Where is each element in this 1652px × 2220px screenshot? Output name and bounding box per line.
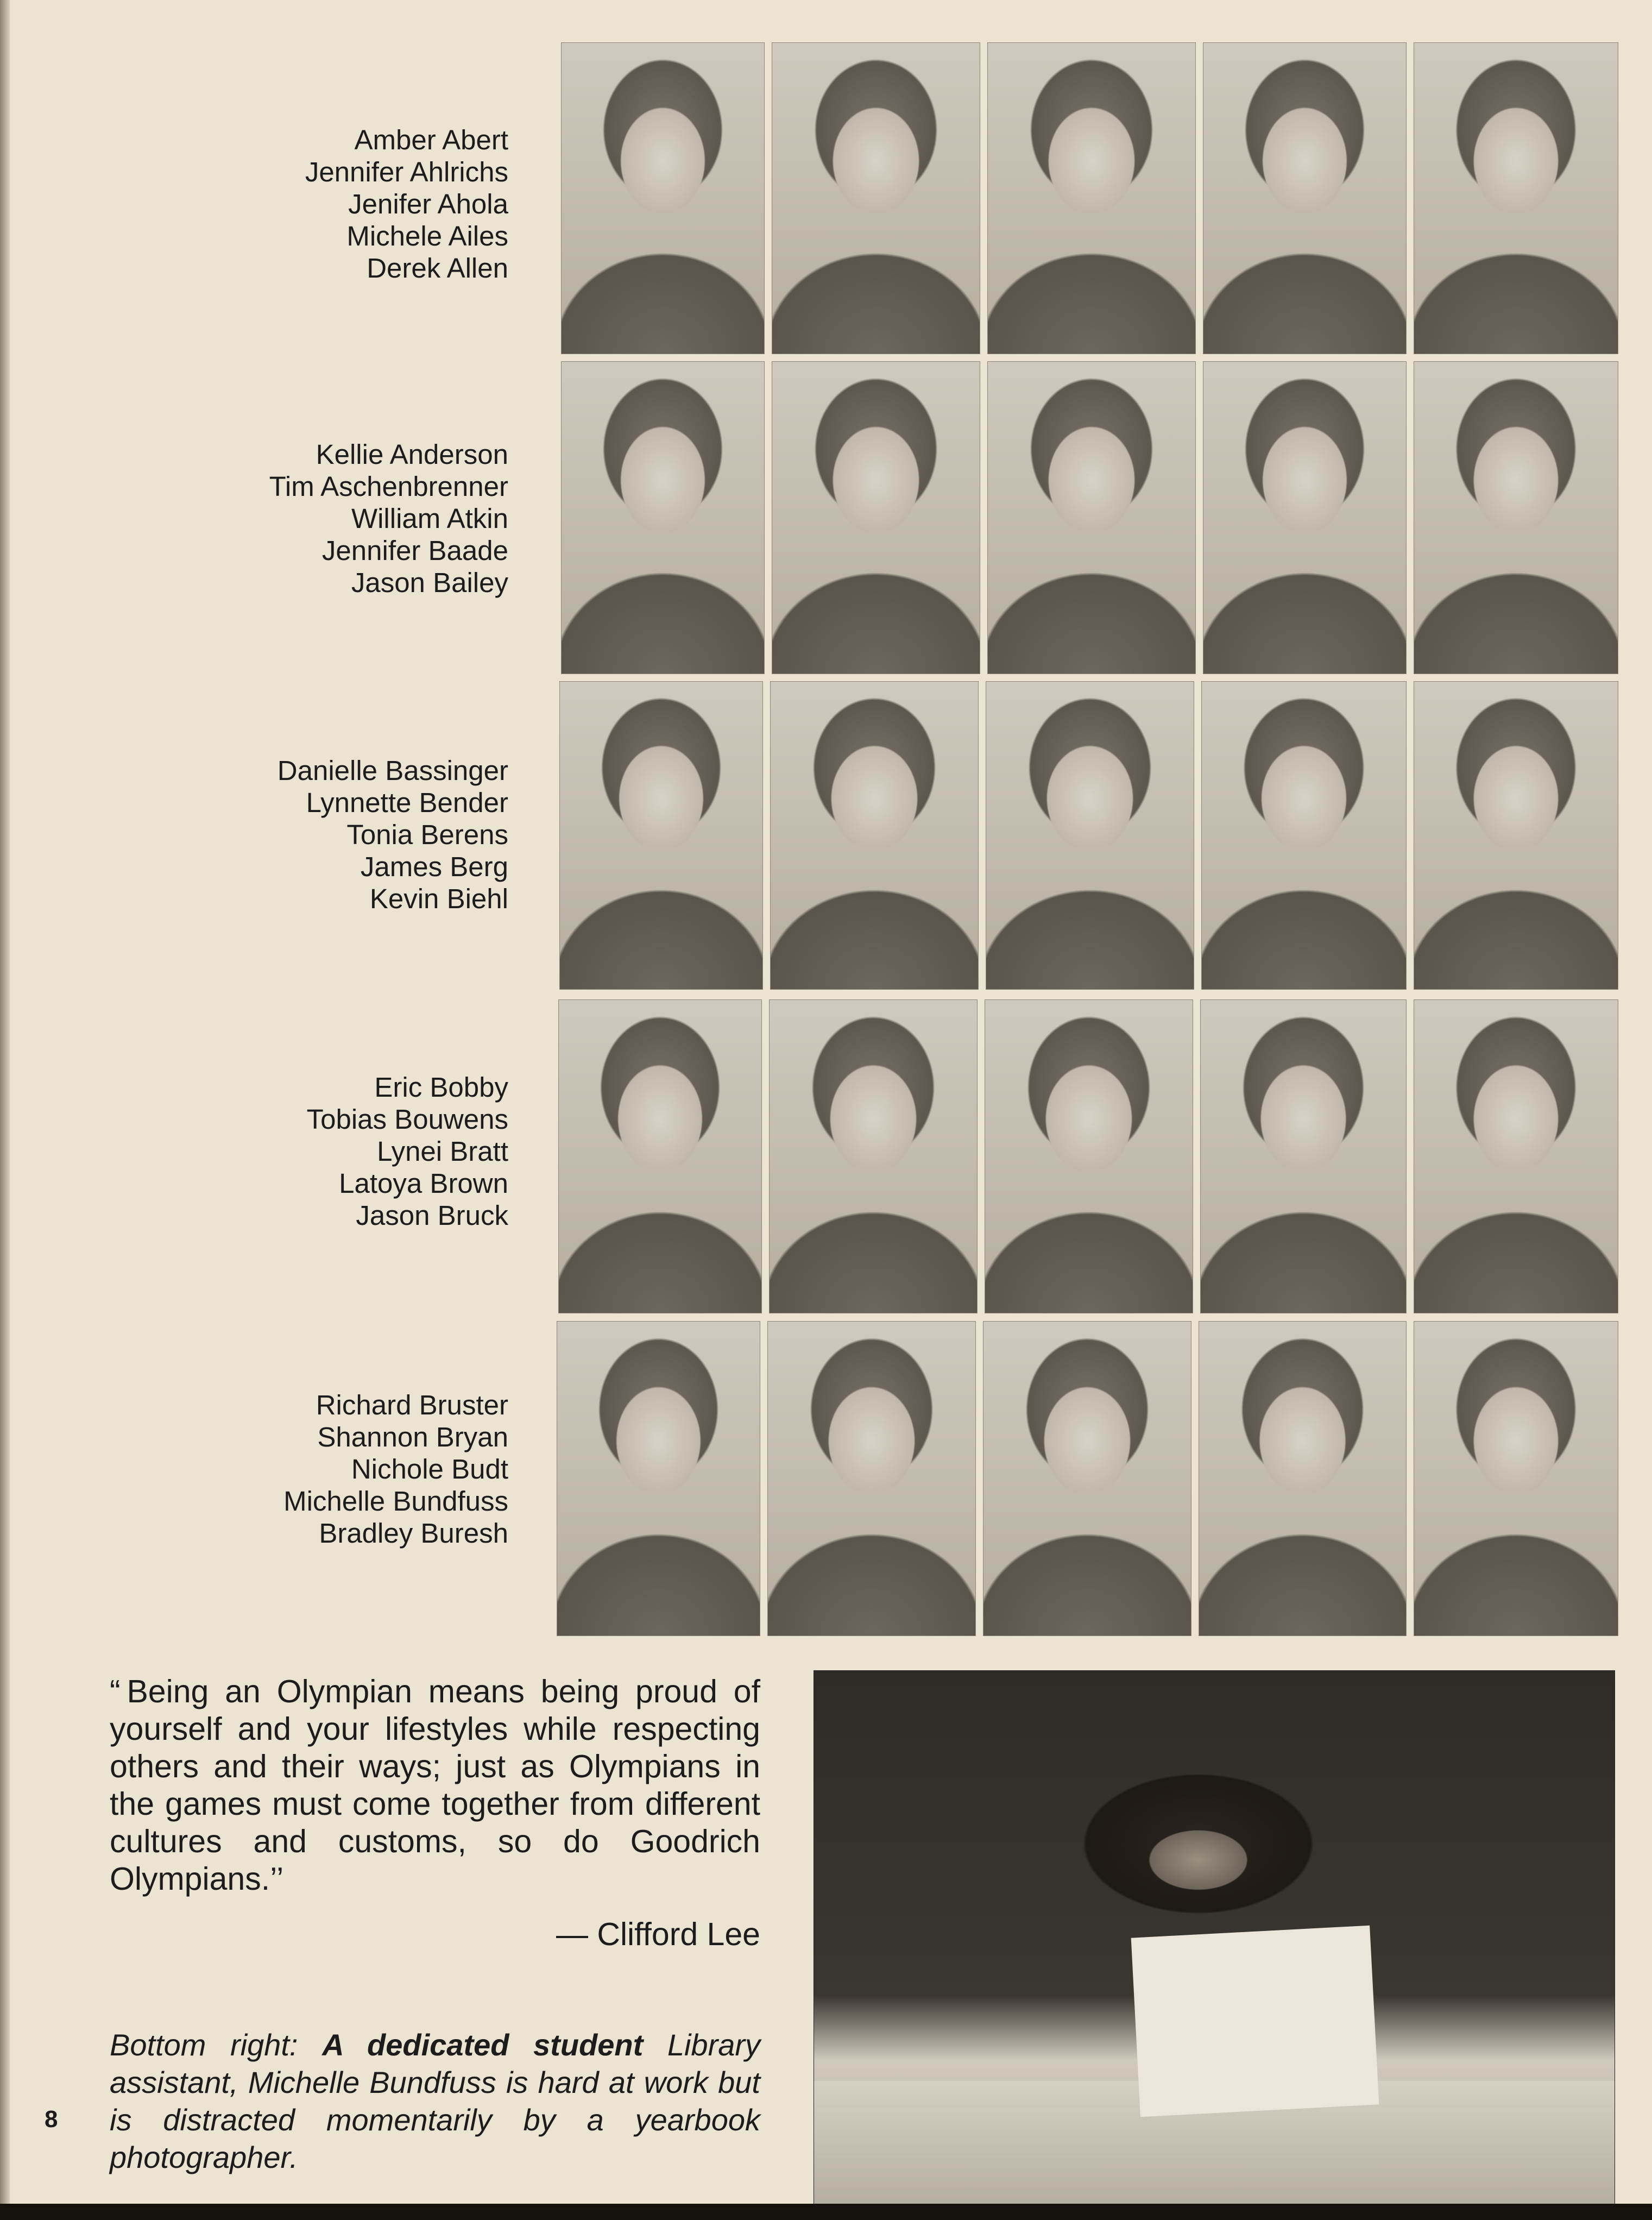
student-portrait xyxy=(1414,999,1618,1313)
student-portrait xyxy=(987,42,1196,354)
student-portrait xyxy=(1201,681,1407,990)
student-name: Amber Abert xyxy=(354,124,508,155)
photo-paper xyxy=(1131,1926,1379,2117)
student-name: Danielle Bassinger xyxy=(277,755,508,786)
name-list-row-2 xyxy=(128,438,508,599)
student-name: Jason Bruck xyxy=(356,1200,508,1231)
student-portrait xyxy=(985,999,1193,1313)
student-name: Michele Ailes xyxy=(346,221,508,251)
student-portrait xyxy=(1414,1321,1618,1636)
name-list-row-3 xyxy=(128,754,508,915)
student-name: Shannon Bryan xyxy=(317,1422,508,1452)
photo-caption xyxy=(110,2026,760,2176)
name-list-row-1 xyxy=(128,124,508,284)
student-portrait xyxy=(772,42,980,354)
student-name: Lynei Bratt xyxy=(377,1136,508,1167)
student-name: Nichole Budt xyxy=(351,1454,508,1485)
student-portrait xyxy=(561,42,765,354)
student-name: James Berg xyxy=(360,851,508,882)
student-name: Lynnette Bender xyxy=(306,787,508,818)
student-name: Tim Aschenbrenner xyxy=(269,471,508,502)
student-name: Latoya Brown xyxy=(339,1168,508,1199)
student-portrait xyxy=(987,361,1196,674)
student-name: Michelle Bundfuss xyxy=(283,1486,508,1517)
student-portrait xyxy=(558,999,762,1313)
quote-attribution: — Clifford Lee xyxy=(556,1916,760,1952)
student-name: Tobias Bouwens xyxy=(306,1104,508,1135)
page-edge xyxy=(0,0,10,2220)
student-name: Jennifer Ahlrichs xyxy=(305,156,508,187)
student-portrait xyxy=(559,681,763,990)
student-name: Bradley Buresh xyxy=(319,1518,508,1549)
student-portrait xyxy=(983,1321,1191,1636)
student-portrait xyxy=(1199,1321,1407,1636)
student-portrait xyxy=(1203,361,1407,674)
student-name: Jenifer Ahola xyxy=(348,188,508,219)
student-name: Jennifer Baade xyxy=(321,535,508,566)
student-name: Eric Bobby xyxy=(374,1072,508,1103)
student-name: Kevin Biehl xyxy=(369,883,508,914)
student-portrait xyxy=(1414,361,1618,674)
page-number: 8 xyxy=(45,2106,58,2133)
name-list-row-4 xyxy=(128,1071,508,1231)
student-portrait xyxy=(772,361,980,674)
student-portrait xyxy=(1414,681,1618,990)
student-portrait xyxy=(561,361,765,674)
student-name: Kellie Anderson xyxy=(316,439,508,470)
student-name: Jason Bailey xyxy=(351,567,508,598)
student-portrait xyxy=(986,681,1194,990)
student-name: William Atkin xyxy=(351,503,508,534)
quote-text: “ Being an Olympian means being proud of yourself and your lifestyles while respecting others and their ways; just as Olympians in the games must come together from different cultures and customs, so do Goodrich Olympians.’’ xyxy=(110,1674,760,1897)
student-portrait xyxy=(770,681,979,990)
library-assistant-photo xyxy=(814,1670,1615,2212)
student-name: Derek Allen xyxy=(367,253,508,284)
student-portrait xyxy=(767,1321,976,1636)
student-portrait xyxy=(769,999,978,1313)
caption-lead: Bottom right: xyxy=(110,2028,298,2062)
caption-text: Library assistant, Michelle Bundfuss is hard at work but is distracted momentarily by a yearbook photographer. xyxy=(110,2028,761,2174)
student-portrait xyxy=(557,1321,760,1636)
student-name: Richard Bruster xyxy=(316,1389,508,1420)
caption-headline: A dedicated student xyxy=(322,2028,644,2062)
student-portrait xyxy=(1203,42,1407,354)
page-bottom-edge xyxy=(0,2204,1652,2220)
student-portrait xyxy=(1414,42,1618,354)
name-list-row-5 xyxy=(128,1389,508,1549)
student-portrait xyxy=(1200,999,1407,1313)
student-name: Tonia Berens xyxy=(346,819,508,850)
